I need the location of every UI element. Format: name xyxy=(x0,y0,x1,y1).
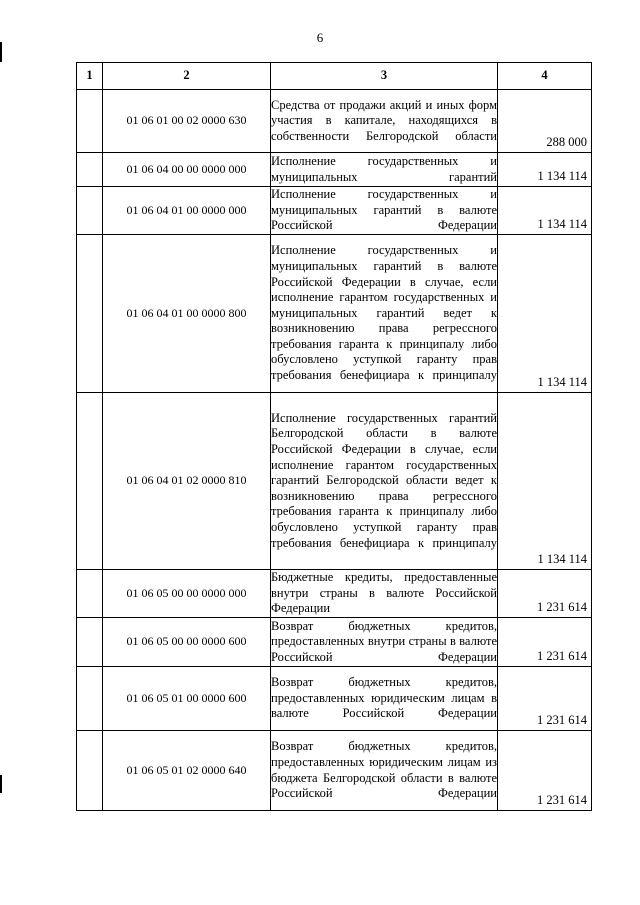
table-row xyxy=(77,667,592,731)
code-cell: 01 06 05 00 00 0000 000 xyxy=(103,570,271,618)
margin-mark-bottom xyxy=(0,775,2,793)
description-cell: Средства от продажи акций и иных форм участия в капитале, находящихся в собственности Белгородской области xyxy=(271,90,498,153)
row-index-cell xyxy=(77,187,103,235)
amount-cell: 1 231 614 xyxy=(498,570,592,618)
table-row xyxy=(77,187,592,235)
table-header-row xyxy=(77,63,592,90)
description-cell: Исполнение государственных и муниципальных гарантий в валюте Российской Федерации в случае, если исполнение гарантом государственных и муниципальных гарантий ведет к возникновению права регрессного требования гаранта к принципалу либо обусловлено уступкой гаранту прав требования бенефициара к принципалу xyxy=(271,235,498,393)
description-cell: Исполнение государственных и муниципальных гарантий xyxy=(271,153,498,187)
description-cell: Исполнение государственных гарантий Белгородской области в валюте Российской Федерации в случае, если исполнение гарантом государственных гарантий Белгородской области ведет к возникновению права регрессного требования гаранта к принципалу либо обусловлено уступкой гаранту прав требования бенефициара к принципалу xyxy=(271,393,498,570)
amount-cell: 1 231 614 xyxy=(498,731,592,811)
code-cell: 01 06 01 00 02 0000 630 xyxy=(103,90,271,153)
table-row xyxy=(77,153,592,187)
row-index-cell xyxy=(77,153,103,187)
description-cell: Возврат бюджетных кредитов, предоставленных юридическим лицам в валюте Российской Федерации xyxy=(271,667,498,731)
amount-cell: 1 231 614 xyxy=(498,667,592,731)
table-row xyxy=(77,393,592,570)
row-index-cell xyxy=(77,393,103,570)
amount-cell: 1 134 114 xyxy=(498,187,592,235)
description-cell: Исполнение государственных и муниципальных гарантий в валюте Российской Федерации xyxy=(271,187,498,235)
description-cell: Возврат бюджетных кредитов, предоставленных юридическим лицам из бюджета Белгородской области в валюте Российской Федерации xyxy=(271,731,498,811)
table-row xyxy=(77,90,592,153)
header-col-2: 2 xyxy=(103,63,271,90)
header-col-3: 3 xyxy=(271,63,498,90)
table-row xyxy=(77,618,592,667)
code-cell: 01 06 05 00 00 0000 600 xyxy=(103,618,271,667)
amount-cell: 1 134 114 xyxy=(498,393,592,570)
amount-cell: 1 134 114 xyxy=(498,153,592,187)
code-cell: 01 06 04 01 00 0000 800 xyxy=(103,235,271,393)
page-number: 6 xyxy=(316,30,324,45)
row-index-cell xyxy=(77,731,103,811)
code-cell: 01 06 05 01 02 0000 640 xyxy=(103,731,271,811)
amount-cell: 288 000 xyxy=(498,90,592,153)
code-cell: 01 06 04 01 00 0000 000 xyxy=(103,187,271,235)
header-col-4: 4 xyxy=(498,63,592,90)
budget-sources-table xyxy=(76,62,592,811)
code-cell: 01 06 04 00 00 0000 000 xyxy=(103,153,271,187)
header-col-1: 1 xyxy=(77,63,103,90)
row-index-cell xyxy=(77,90,103,153)
table-row xyxy=(77,570,592,618)
table-row xyxy=(77,235,592,393)
code-cell: 01 06 04 01 02 0000 810 xyxy=(103,393,271,570)
code-cell: 01 06 05 01 00 0000 600 xyxy=(103,667,271,731)
row-index-cell xyxy=(77,570,103,618)
table-row xyxy=(77,731,592,811)
description-cell: Возврат бюджетных кредитов, предоставленных внутри страны в валюте Российской Федерации xyxy=(271,618,498,667)
description-cell: Бюджетные кредиты, предоставленные внутри страны в валюте Российской Федерации xyxy=(271,570,498,618)
amount-cell: 1 231 614 xyxy=(498,618,592,667)
row-index-cell xyxy=(77,667,103,731)
row-index-cell xyxy=(77,235,103,393)
row-index-cell xyxy=(77,618,103,667)
amount-cell: 1 134 114 xyxy=(498,235,592,393)
